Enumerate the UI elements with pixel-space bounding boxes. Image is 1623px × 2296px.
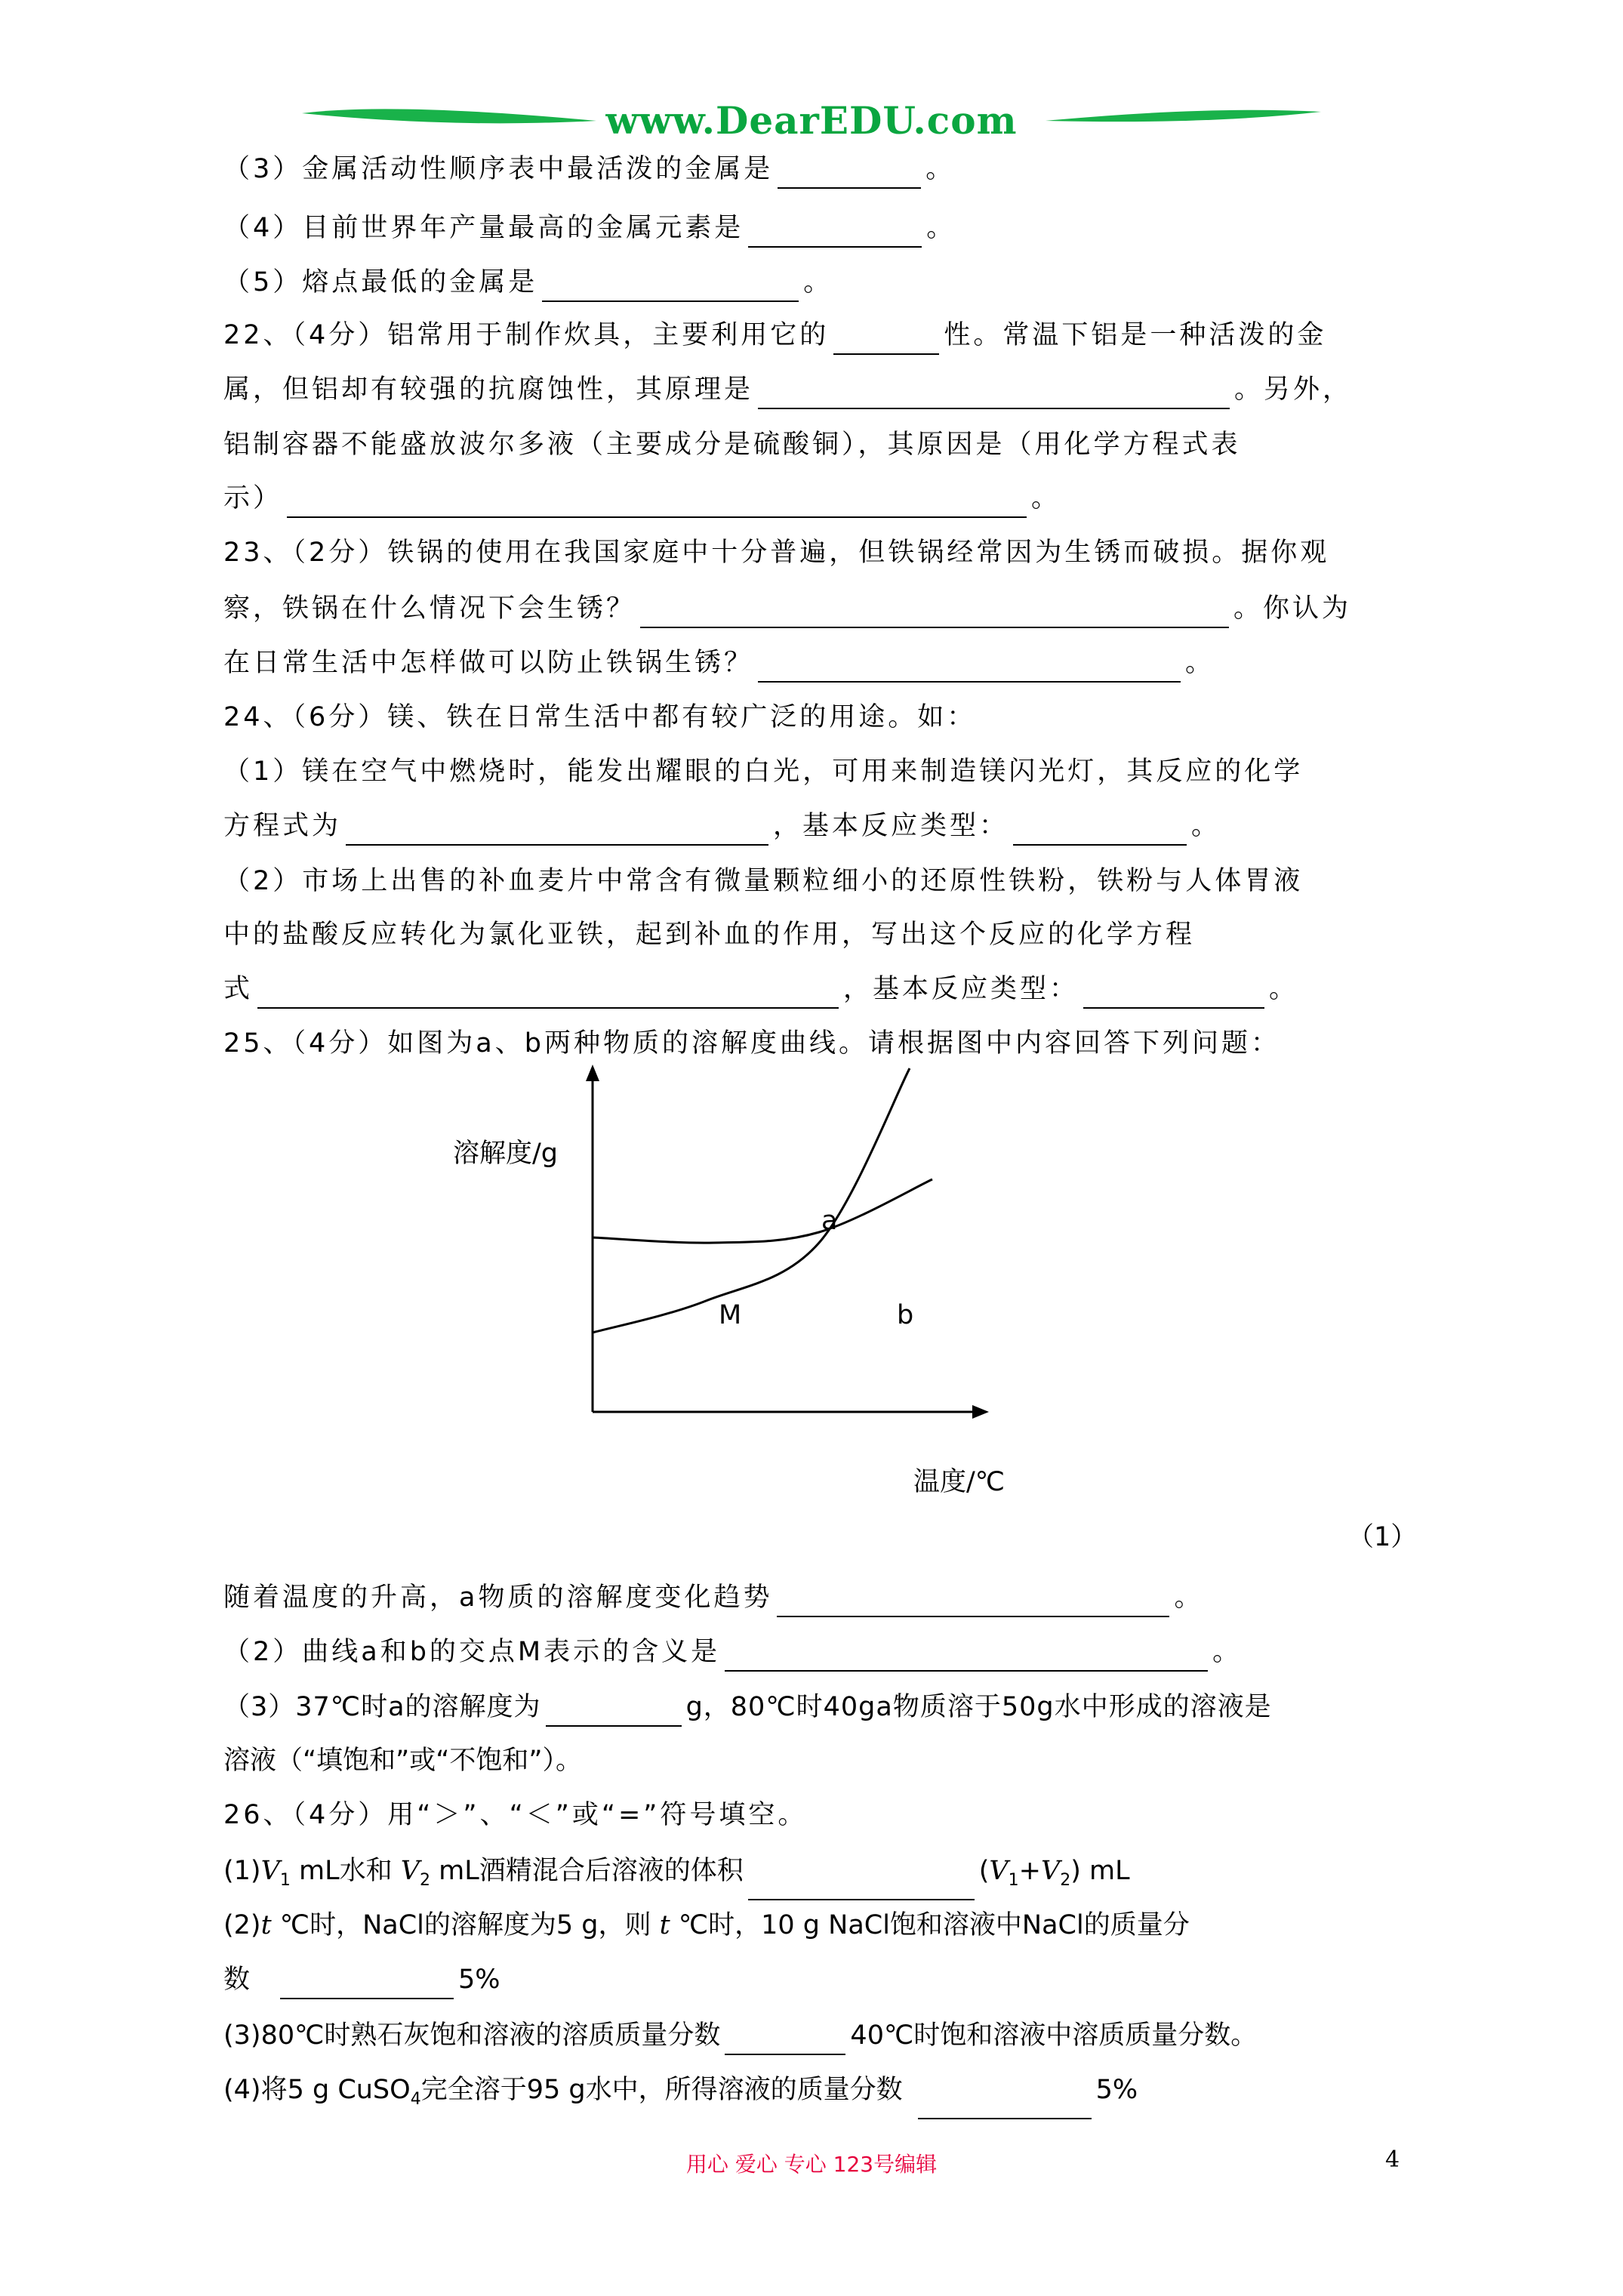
q25-line-d: （3）37℃时a的溶解度为 g，80℃时40ga物质溶于50g水中形成的溶液是: [223, 1687, 1272, 1727]
q25-line-c: （2）曲线a和b的交点M表示的含义是 。: [223, 1632, 1242, 1672]
q22-line-d: 示） 。: [223, 479, 1061, 518]
curve-b: [593, 1179, 932, 1243]
q25-line-b: 随着温度的升高，a物质的溶解度变化趋势 。: [223, 1578, 1203, 1617]
answer-blank[interactable]: [1083, 982, 1264, 1009]
answer-blank[interactable]: [280, 1972, 454, 1999]
answer-blank[interactable]: [778, 162, 921, 189]
q24-line-f: 式 ，基本反应类型： 。: [223, 969, 1298, 1009]
answer-blank[interactable]: [546, 1700, 682, 1727]
answer-blank[interactable]: [257, 982, 839, 1009]
answer-blank[interactable]: [833, 328, 939, 355]
q24-line-b: （1）镁在空气中燃烧时，能发出耀眼的白光，可用来制造镁闪光灯，其反应的化学: [223, 757, 1304, 787]
q24-line-a: 24、（6分）镁、铁在日常生活中都有较广泛的用途。如：: [223, 702, 977, 732]
solubility-chart: [423, 1057, 1027, 1497]
q24-line-d: （2）市场上出售的补血麦片中常含有微量颗粒细小的还原性铁粉，铁粉与人体胃液: [223, 866, 1304, 896]
answer-blank[interactable]: [758, 655, 1181, 683]
series-label-a: a: [821, 1206, 838, 1236]
answer-blank[interactable]: [725, 1644, 1208, 1672]
page-number: 4: [1385, 2147, 1400, 2173]
q24-line-e: 中的盐酸反应转化为氯化亚铁，起到补血的作用，写出这个反应的化学方程: [223, 920, 1196, 950]
q23-line-a: 23、（2分）铁锅的使用在我国家庭中十分普遍，但铁锅经常因为生锈而破损。据你观: [223, 538, 1330, 568]
answer-blank[interactable]: [725, 2028, 845, 2055]
q22-line-b: 属，但铝却有较强的抗腐蚀性，其原理是 。另外，: [223, 370, 1352, 409]
q22-line-c: 铝制容器不能盛放波尔多液（主要成分是硫酸铜），其原因是（用化学方程式表: [223, 430, 1241, 460]
q25-number-1: （1）: [1347, 1522, 1418, 1552]
q21-4-line: （4）目前世界年产量最高的金属元素是 。: [223, 208, 956, 248]
q26-2-line-a: (2)t ℃时，NaCl的溶解度为5 g，则 t ℃时，10 g NaCl饱和溶液中NaCl的质量分: [223, 1910, 1190, 1940]
answer-blank[interactable]: [542, 275, 799, 302]
answer-blank[interactable]: [777, 1590, 1169, 1617]
answer-blank[interactable]: [918, 2092, 1092, 2119]
q26-line-a: 26、（4分）用“＞”、“＜”或“=”符号填空。: [223, 1800, 808, 1830]
q22-line-a: 22、（4分）铝常用于制作炊具，主要利用它的 性。常温下铝是一种活泼的金: [223, 316, 1326, 355]
intersection-label-m: M: [719, 1300, 742, 1330]
site-name: www.DearEDU.com: [605, 98, 1018, 143]
footer-text: 用心 爱心 专心 123号编辑: [685, 2152, 938, 2177]
series-label-b: b: [897, 1300, 914, 1330]
page-header: [0, 0, 1623, 151]
answer-blank[interactable]: [758, 382, 1230, 409]
answer-blank[interactable]: [346, 818, 768, 846]
curve-a: [593, 1068, 910, 1333]
answer-blank[interactable]: [748, 220, 922, 248]
answer-blank[interactable]: [1013, 818, 1187, 846]
q24-line-c: 方程式为 ，基本反应类型： 。: [223, 806, 1221, 846]
q21-5-line: （5）熔点最低的金属是 。: [223, 263, 833, 302]
x-axis-arrow: [972, 1405, 989, 1419]
solubility-chart-svg: [423, 1057, 1027, 1450]
x-axis-label: 温度/℃: [913, 1467, 1006, 1497]
q23-line-c: 在日常生活中怎样做可以防止铁锅生锈？ 。: [223, 643, 1215, 683]
q25-line-a: 25、（4分）如图为a、b两种物质的溶解度曲线。请根据图中内容回答下列问题：: [223, 1028, 1280, 1059]
q21-3-line: （3）金属活动性顺序表中最活泼的金属是 。: [223, 149, 955, 189]
answer-blank[interactable]: [748, 1873, 975, 1900]
q26-4-line: (4)将5 g CuSO$_4$完全溶于95 g水中，所得溶液的质量分数 5%: [223, 2070, 1138, 2119]
q26-3-line: (3)80℃时熟石灰饱和溶液的溶质质量分数 40℃时饱和溶液中溶质质量分数。: [223, 2016, 1257, 2055]
answer-blank[interactable]: [287, 491, 1027, 518]
q26-1-line: $(1)V_1$ mL水和 $V_2$ mL酒精混合后溶液的体积 $(V_1+V_2)$ mL: [223, 1851, 1130, 1900]
y-axis-label: 溶解度/g: [453, 1139, 559, 1169]
y-axis-arrow: [586, 1065, 599, 1081]
q26-2-line-b: 数 5%: [223, 1960, 500, 1999]
answer-blank[interactable]: [640, 601, 1229, 628]
q23-line-b: 察，铁锅在什么情况下会生锈？ 。你认为: [223, 589, 1351, 628]
q25-line-e: 溶液（“填饱和”或“不饱和”）。: [223, 1746, 583, 1776]
